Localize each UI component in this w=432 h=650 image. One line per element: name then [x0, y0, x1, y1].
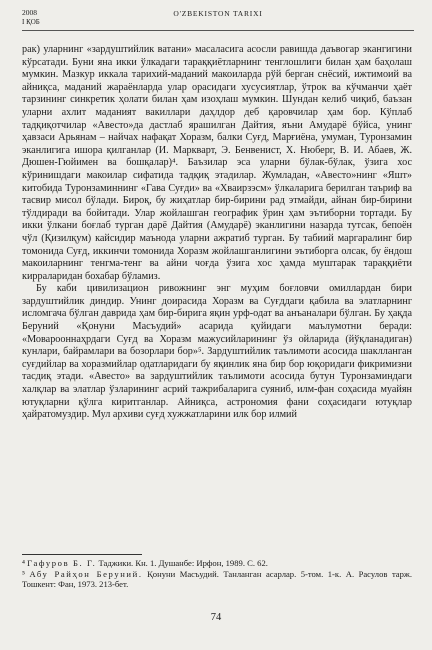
footnote-5-text: Қонуни Масъудий. Танланган асарлар. 5-том. 1-к. А. Расулов тарж. Тошкент: Фан, 1973. 213-бет.: [22, 568, 412, 590]
footnote-4-text: Таджики. Кн. 1. Душанбе: Ирфон, 1989. С. 62.: [98, 558, 268, 568]
footnote-4-author: Гафуров Б. Г.: [27, 558, 97, 568]
body-text: [22, 44, 412, 422]
footnote-4: [22, 558, 412, 569]
header-title: O'ZBEKISTON TARIXI: [173, 9, 263, 18]
footnote-5-mark: ⁵: [22, 568, 25, 579]
paragraph-2: Бу каби цивилизацион ривожнинг энг муҳим боғловчи омиллардан бири зардуштийлик диндир. Унинг доирасида Хоразм ва Суғддаги қабила ва элатларнинг исломгача бўлган даврида ҳам бир-бирига яқин урф-одат ва анъаналари бўлган. Бу ҳақда Беруний «Қонуни Масъудий» асарида қуйидаги маълумотни беради: «Моварооннаҳрдаги Суғд ва Хоразм мажусийларининг ўз ойларида (йўқланадиган) кунлари, байрамлари ва бозорлари бор»⁵. Зардуштийлик таълимоти асосида шаклланган суғдийлар ва хоразмийлар одатларидаги бу яқинлик яна бир бор юқоридаги фикримизни тасдиқ этади. «Авесто» ва зардуштийлик таълимоти асосида бутун Туронзаминдаги халқлар ва элатлар ўзларининг асрий тажрибаларига суяниб, илм-фан соҳасида муайян ютуқларни қўлга киритганлар. Айниқса, астрономия фани соҳасидаги ютуқлар ҳайратомуздир. Мул архиви суғд хужжатларини илк бор илмий: [22, 283, 412, 421]
footnote-4-mark: ⁴: [22, 558, 25, 568]
paragraph-1: рак) уларнинг «зардуштийлик ватани» масаласига асосли равишда даъвогар экангигини кўрсатади. Буни яна икки ўлкадаги тараққиётларнинг тенглошлиги билан ҳам баҳолаш мумкин. Мазкур иккала тарихий-маданий макоиларда рўй берган снёсий, ижтимоий ва айниқса, маданий жараёнларда улар орасидаги хусусиятлар, ўтрок ва кўчманчи ҳаёт тарзининг синкретик ҳолати билан ҳам изоҳлаш мумкин. Шундан келиб чиқиб, баъзан уларни ахлит маданият вакиллари даҳлдор деб қаровчилар ҳам бор. Кўплаб тадқиқотчилар «Авесто»да дастлаб ярашилган Дайтия, яъни Амударё бўйса, унинг ҳавзаси Арьянам – найчах нафақат Хоразм, балки Суғд, Марғиёна, умуман, Туронзамин эканлигига ишора қилганлар (И. Маркварт, Э. Бенвенист, Х. Нюберг, В. И. Абаев, Ж. Дюшен-Гюйимен ва бошқалар)⁴. Баъзилар эса уларни бўлак-бўлак, ўзига хос кўринишдаги макоилар сифатида тадқиқ этадилар. Жумладан, «Авесто»нинг «Яшт» китобида Туронзаминнинг «Гава Суғди» ва «Хваирзэсм» ўлкаларига берилган таъриф ва тасвир мисол бўлади. Бироқ, бу жиҳатлар бир-бирини рад этмайди, айнан бир-бирини тўлдиради ва бойитади. Улар жойлашган географик ўрин ҳам эътиборни тортади. Бу икки ўлкани боғлаб турган дарё Дайтия (Амударё) эканлигини назарда тутсак, бепоён чўл (Қизилқум) кайсидир маънода уларни ажратиб турган. Бу табиий маргаралинг бир томонида Суғд, иккинчи томонида Хоразм жойлашганлигини эътиборга олсак, бу ёндош макоиларнинг тенгма-тенг ва айни чоғда ўзига хос ҳамда муштарак тараққиёти кирраларидан бохабар бўламиз.: [22, 44, 412, 282]
footnote-5-author: Абу Райҳон Беруний.: [29, 568, 143, 579]
page-number: 74: [210, 612, 222, 623]
footnote-divider: [22, 554, 142, 555]
running-header: [22, 8, 414, 31]
footnote-5: [22, 569, 412, 590]
header-chapter: I ҚОБ: [22, 18, 40, 26]
footnotes: [22, 558, 412, 590]
header-year: 2008: [22, 8, 37, 17]
